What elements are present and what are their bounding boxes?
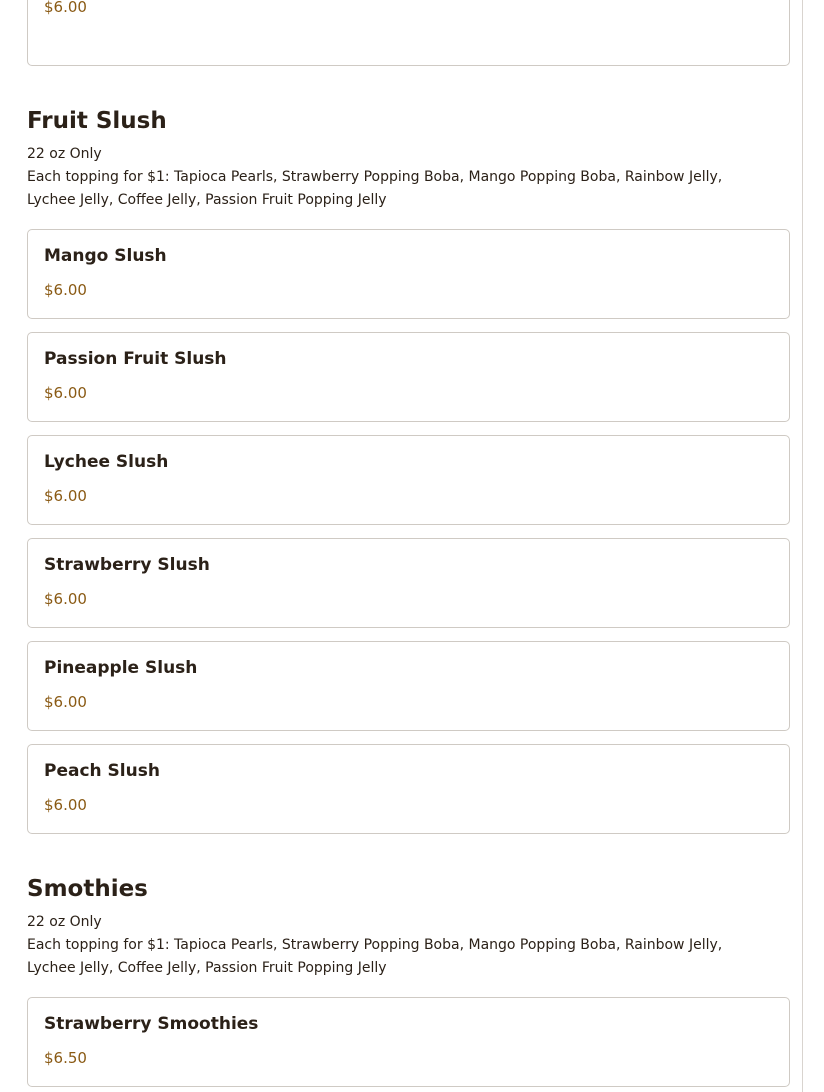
- item-price: $6.00: [44, 590, 87, 608]
- menu-item-card-jasmine-milk-tea[interactable]: [27, 0, 790, 66]
- section-title-smothies: Smothies: [27, 876, 148, 902]
- item-price: $6.50: [44, 1049, 87, 1067]
- menu-item-card-passion-fruit-slush[interactable]: [27, 332, 790, 422]
- section-topping-note-line2: Lychee Jelly, Coffee Jelly, Passion Fruit Popping Jelly: [27, 192, 387, 208]
- item-price: $6.00: [44, 0, 87, 16]
- item-price: $6.00: [44, 487, 87, 505]
- menu-item-card-pineapple-slush[interactable]: [27, 641, 790, 731]
- menu-item-card-peach-slush[interactable]: [27, 744, 790, 834]
- item-price: $6.00: [44, 693, 87, 711]
- page-edge-divider: [802, 0, 803, 1092]
- item-name: Lychee Slush: [44, 452, 169, 472]
- item-price: $6.00: [44, 796, 87, 814]
- item-name: Strawberry Smoothies: [44, 1014, 259, 1034]
- menu-item-card-lychee-slush[interactable]: [27, 435, 790, 525]
- section-title-fruit-slush: Fruit Slush: [27, 108, 167, 134]
- menu-item-card-mango-slush[interactable]: [27, 229, 790, 319]
- section-topping-note-line1: Each topping for $1: Tapioca Pearls, Strawberry Popping Boba, Mango Popping Boba, Rainbow Jelly,: [27, 937, 723, 953]
- menu-item-card-strawberry-smoothies[interactable]: [27, 997, 790, 1087]
- section-size-note: 22 oz Only: [27, 146, 102, 162]
- section-topping-note-line2: Lychee Jelly, Coffee Jelly, Passion Fruit Popping Jelly: [27, 960, 387, 976]
- item-price: $6.00: [44, 384, 87, 402]
- menu-item-card-strawberry-slush[interactable]: [27, 538, 790, 628]
- section-topping-note-line1: Each topping for $1: Tapioca Pearls, Strawberry Popping Boba, Mango Popping Boba, Rainbow Jelly,: [27, 169, 723, 185]
- section-size-note: 22 oz Only: [27, 914, 102, 930]
- item-name: Pineapple Slush: [44, 658, 198, 678]
- item-name: Strawberry Slush: [44, 555, 210, 575]
- item-name: Mango Slush: [44, 246, 167, 266]
- item-name: Peach Slush: [44, 761, 160, 781]
- item-price: $6.00: [44, 281, 87, 299]
- item-name: Passion Fruit Slush: [44, 349, 227, 369]
